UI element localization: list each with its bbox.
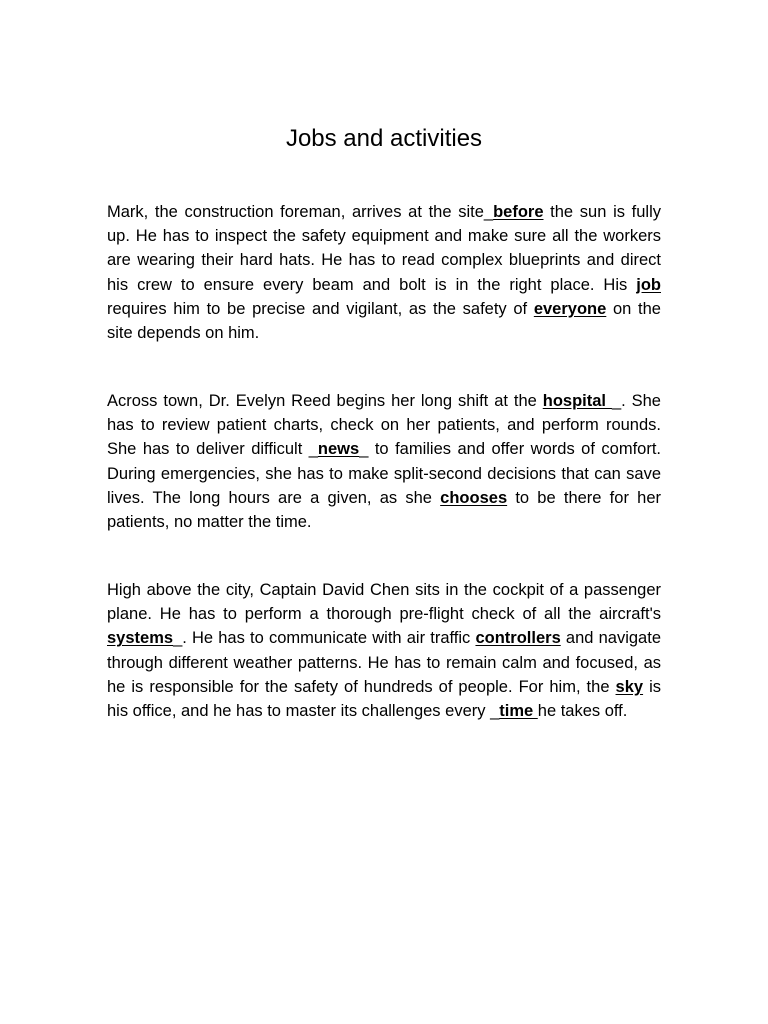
text-segment: requires him to be precise and vigilant, as the safety of (107, 299, 534, 318)
text-segment: the sun is fully up. He has to inspect the safety equipment and make sure all the workers are wearing their hard hats. He has to read complex blueprints and direct his crew to ensure every beam and bolt is in the right place. His (107, 203, 661, 294)
text-segment: High above the city, Captain David Chen sits in the cockpit of a passenger plane. He has to perform a thorough pre-flight check of all the aircraft's (107, 581, 661, 624)
page-title: Jobs and activities (285, 125, 483, 152)
text-segment: _ to families and offer words of comfort. During emergencies, she has to make split-second decisions that can save lives. The long hours are a given, as she (107, 440, 661, 507)
answer-word: chooses (440, 488, 508, 507)
text-segment: _. She has to review patient charts, check on her patients, and perform rounds. She has to deliver difficult _ (107, 392, 661, 459)
answer-word: news (317, 440, 360, 459)
answer-word: before (493, 203, 544, 221)
text-segment: to be there for her patients, no matter the time. (107, 488, 661, 532)
paragraph-pilot (107, 578, 661, 723)
text-segment: and navigate through different weather patterns. He has to remain calm and focused, as he is responsible for the safety of hundreds of people. For him, the (107, 629, 661, 696)
answer-word: time (499, 702, 538, 721)
answer-word: job (636, 275, 661, 294)
text-segment: on the site depends on him. (107, 299, 661, 343)
paragraph-foreman (107, 200, 661, 345)
answer-word: controllers (475, 629, 561, 648)
text-segment: Across town, Dr. Evelyn Reed begins her long shift at the (107, 392, 543, 410)
paragraph-doctor (107, 389, 661, 534)
answer-word: everyone (533, 299, 607, 318)
text-segment: he takes off. (537, 702, 628, 721)
text-segment: is his office, and he has to master its challenges every _ (107, 677, 662, 721)
answer-word: sky (615, 677, 644, 696)
answer-word: systems (107, 629, 174, 648)
text-segment: _. He has to communicate with air traffic (173, 629, 476, 648)
text-segment: Mark, the construction foreman, arrives at the site_ (107, 203, 494, 221)
answer-word: hospital (542, 392, 612, 410)
